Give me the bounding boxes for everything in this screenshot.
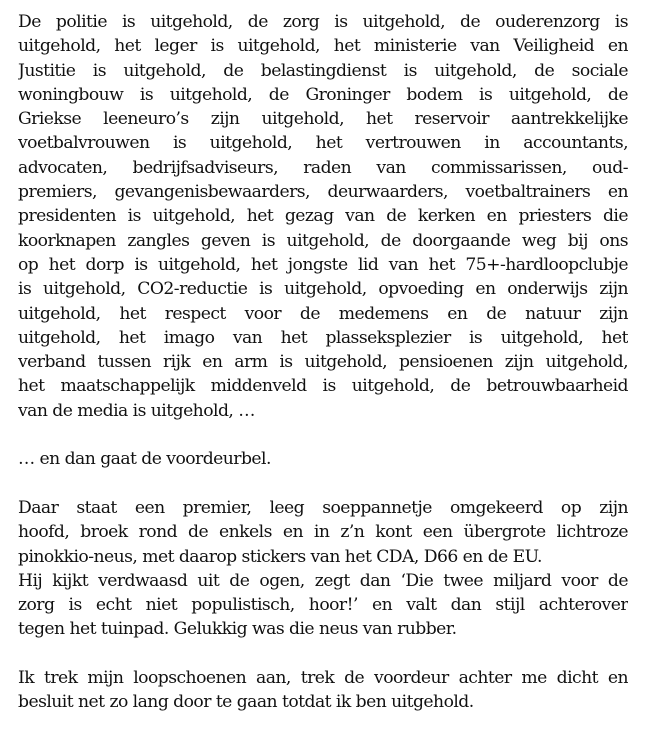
paragraph-premier <box>18 496 628 642</box>
paragraph-ending <box>18 666 628 715</box>
text-line: De politie is uitgehold, de zorg is uitgehold, de ouderenzorg is <box>18 12 628 32</box>
paragraph-uitgehold-list <box>18 10 628 423</box>
text-line: van de media is uitgehold, … <box>18 400 255 421</box>
document-body <box>18 10 628 715</box>
text-line: hoofd, broek rond de enkels en in z’n kont een übergrote lichtroze <box>18 522 628 543</box>
text-line: verband tussen rijk en arm is uitgehold, pensioenen zijn uitgehold, <box>18 352 628 373</box>
paragraph-spacer <box>18 423 628 447</box>
text-line: tegen het tuinpad. Gelukkig was die neus van rubber. <box>18 619 457 640</box>
text-line: Justitie is uitgehold, de belastingdienst is uitgehold, de sociale <box>18 60 628 81</box>
text-line: zorg is echt niet populistisch, hoor!’ en valt dan stijl achterover <box>18 595 628 616</box>
text-line: premiers, gevangenisbewaarders, deurwaarders, voetbaltrainers en <box>18 182 628 203</box>
text-line: Griekse leeneuro’s zijn uitgehold, het reservoir aantrekkelijke <box>18 109 628 130</box>
text-line: presidenten is uitgehold, het gezag van de kerken en priesters die <box>18 206 628 227</box>
text-line: Daar staat een premier, leeg soeppannetje omgekeerd op zijn <box>18 497 628 518</box>
text-line: het maatschappelijk middenveld is uitgehold, de betrouwbaarheid <box>18 376 628 397</box>
paragraph-spacer <box>18 472 628 496</box>
paragraph-doorbell <box>18 447 628 471</box>
text-line: uitgehold, het imago van het plasseksplezier is uitgehold, het <box>18 327 628 348</box>
text-line: uitgehold, het respect voor de medemens en de natuur zijn <box>18 303 628 324</box>
text-line: advocaten, bedrijfsadviseurs, raden van commissarissen, oud- <box>18 157 628 178</box>
text-line: pinokkio-neus, met daarop stickers van het CDA, D66 en de EU. <box>18 546 542 567</box>
text-line: is uitgehold, CO2-reductie is uitgehold, opvoeding en onderwijs zijn <box>18 279 628 300</box>
text-line: besluit net zo lang door te gaan totdat ik ben uitgehold. <box>18 692 474 713</box>
text-line: voetbalvrouwen is uitgehold, het vertrouwen in accountants, <box>18 133 628 154</box>
text-line: Ik trek mijn loopschoenen aan, trek de voordeur achter me dicht en <box>18 668 628 689</box>
text-line: … en dan gaat de voordeurbel. <box>18 449 271 470</box>
text-line: uitgehold, het leger is uitgehold, het ministerie van Veiligheid en <box>18 36 628 57</box>
text-line: woningbouw is uitgehold, de Groninger bodem is uitgehold, de <box>18 84 628 105</box>
text-line: Hij kijkt verdwaasd uit de ogen, zegt dan ‘Die twee miljard voor de <box>18 570 628 591</box>
paragraph-spacer <box>18 642 628 666</box>
text-line: koorknapen zangles geven is uitgehold, de doorgaande weg bij ons <box>18 230 628 251</box>
text-line: op het dorp is uitgehold, het jongste lid van het 75+-hardloopclubje <box>18 254 628 275</box>
